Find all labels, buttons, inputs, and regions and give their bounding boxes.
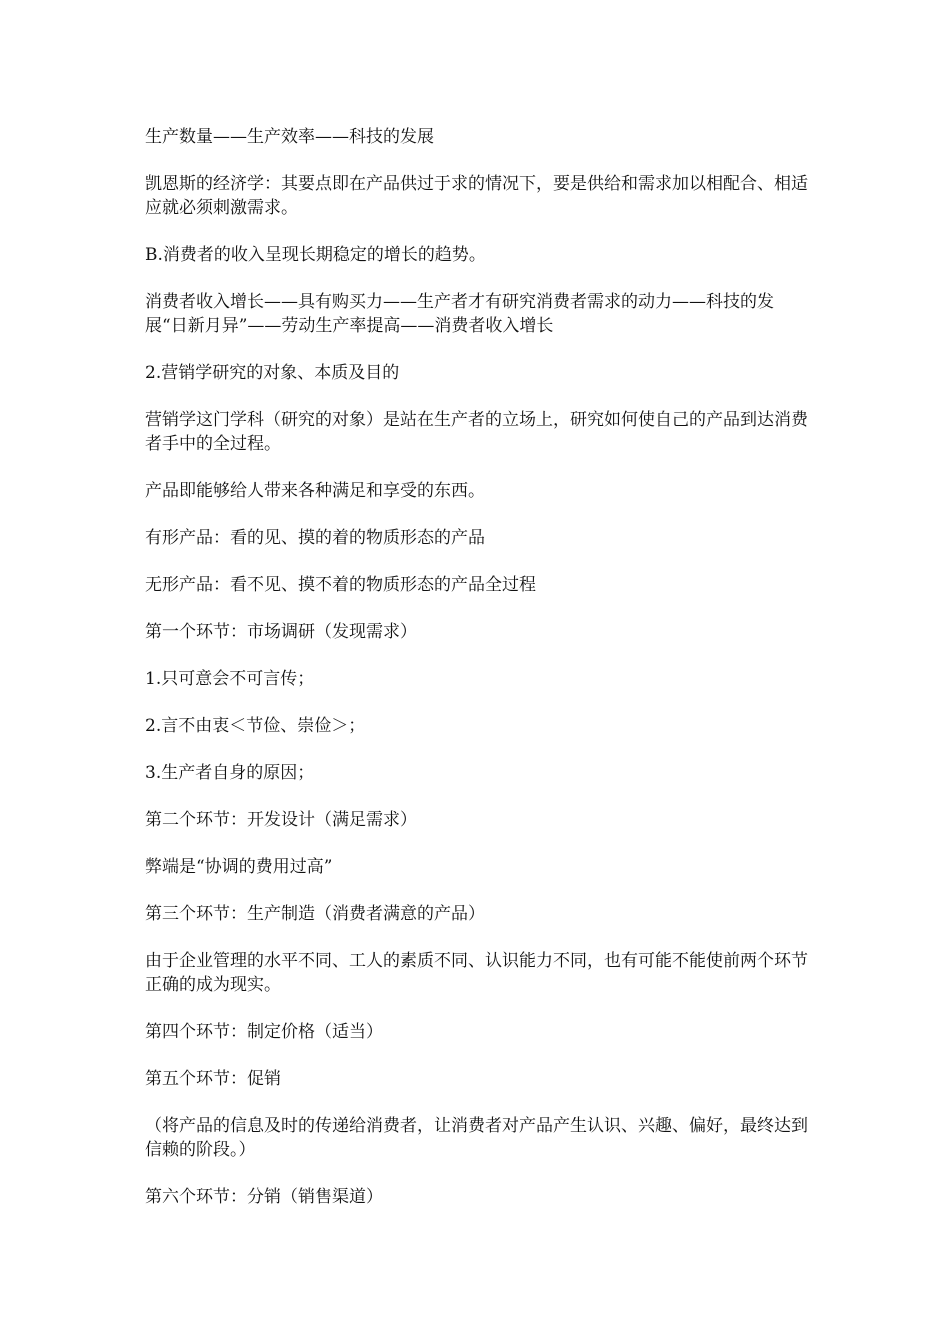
paragraph: 第一个环节：市场调研（发现需求） <box>145 622 417 642</box>
paragraph: 凯恩斯的经济学：其要点即在产品供过于求的情况下，要是供给和需求加以相配合、相适应就必须刺激需求。 <box>145 174 808 218</box>
paragraph: 营销学这门学科（研究的对象）是站在生产者的立场上，研究如何使自己的产品到达消费者手中的全过程。 <box>145 410 808 454</box>
paragraph: 第五个环节：促销 <box>145 1069 281 1089</box>
paragraph: 生产数量——生产效率——科技的发展 <box>145 127 434 147</box>
paragraph: 1.只可意会不可言传； <box>145 669 315 689</box>
paragraph: 2.营销学研究的对象、本质及目的 <box>145 363 400 383</box>
paragraph: 3.生产者自身的原因； <box>145 763 315 783</box>
paragraph: B.消费者的收入呈现长期稳定的增长的趋势。 <box>145 245 486 265</box>
paragraph: 第三个环节：生产制造（消费者满意的产品） <box>145 904 485 924</box>
document-body <box>145 125 815 1232</box>
paragraph: 第四个环节：制定价格（适当） <box>145 1022 383 1042</box>
paragraph: 第二个环节：开发设计（满足需求） <box>145 810 417 830</box>
paragraph: 由于企业管理的水平不同、工人的素质不同、认识能力不同，也有可能不能使前两个环节正确的成为现实。 <box>145 951 808 995</box>
paragraph: 第六个环节：分销（销售渠道） <box>145 1187 383 1207</box>
paragraph: （将产品的信息及时的传递给消费者，让消费者对产品产生认识、兴趣、偏好，最终达到信赖的阶段。） <box>145 1116 808 1160</box>
paragraph: 产品即能够给人带来各种满足和享受的东西。 <box>145 481 485 501</box>
paragraph: 2.言不由衷＜节俭、崇俭＞； <box>145 716 366 736</box>
paragraph: 无形产品：看不见、摸不着的物质形态的产品全过程 <box>145 575 536 595</box>
paragraph: 有形产品：看的见、摸的着的物质形态的产品 <box>145 528 485 548</box>
paragraph: 消费者收入增长——具有购买力——生产者才有研究消费者需求的动力——科技的发展“日新月异”——劳动生产率提高——消费者收入增长 <box>145 292 774 336</box>
paragraph: 弊端是“协调的费用过高” <box>145 857 333 877</box>
